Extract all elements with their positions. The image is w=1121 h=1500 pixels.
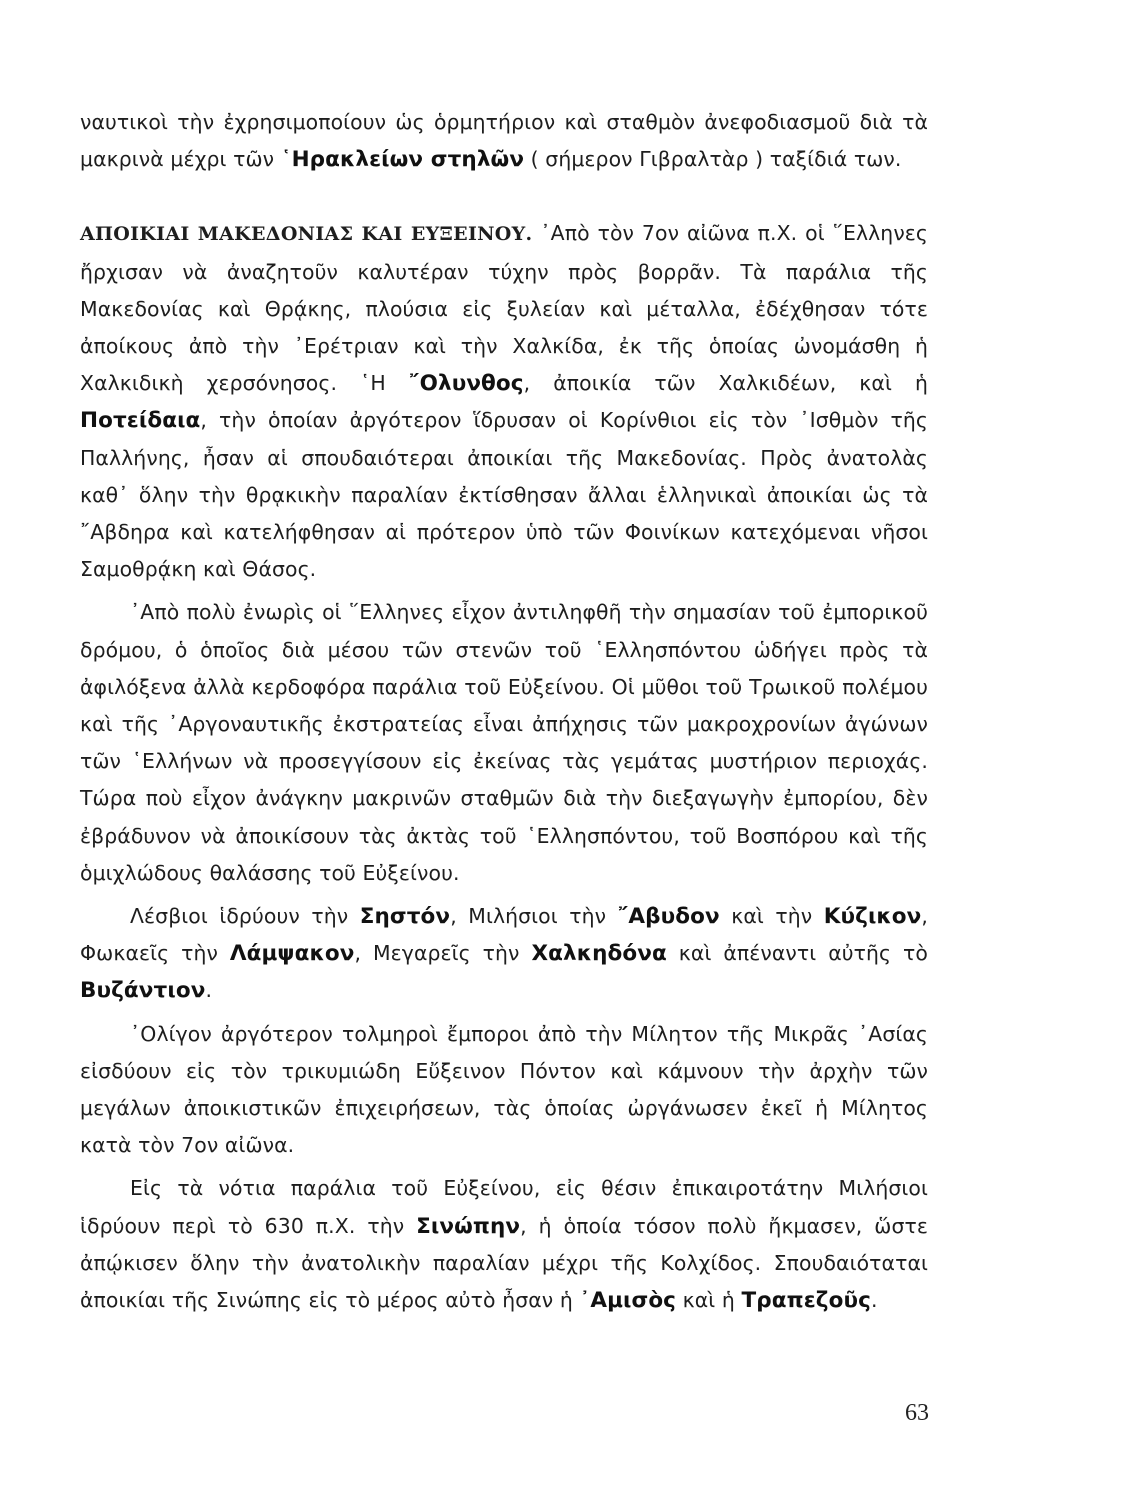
text-span: , ἀποικία τῶν Χαλκιδέων, καὶ ἡ bbox=[523, 371, 928, 396]
place-name: Χαλκηδόνα bbox=[531, 941, 667, 967]
place-name: ῎Αβυδον bbox=[617, 904, 720, 930]
text-span: . bbox=[205, 978, 213, 1003]
text-span: , Φωκαεῖς τὴν bbox=[80, 904, 929, 966]
paragraph-miletus: ᾿Ολίγον ἀργότερον τολμηροὶ ἔμποροι ἀπὸ τὴν Μίλητον τῆς Μικρᾶς ᾿Ασίας εἰσδύουν εἰς τὸν τρικυμιώδη Εὔξεινον Πόντον καὶ κάμνουν τὴν ἀρχὴν τῶν μεγάλων ἀποικιστικῶν ἐπιχειρήσεων, τὰς ὁποίας ὠργάνωσεν ἐκεῖ ἡ Μίλητος κατὰ τὸν 7ον αἰῶνα. bbox=[80, 1021, 928, 1158]
text-span: , ἡ ὁποία τόσον πολὺ ἤκμασεν, ὥστε ἀπῴκισεν ὅλην τὴν ἀνατολικὴν παραλίαν μέχρι τῆς Κολχίδος. Σπουδαιόταται ἀποικίαι τῆς Σινώπης εἰς τὸ μέρος αὐτὸ ἦσαν ἡ bbox=[80, 1213, 928, 1313]
place-name: Σηστόν bbox=[359, 904, 451, 930]
place-name: Τραπεζοῦς bbox=[741, 1288, 871, 1314]
text-span: ( σήμερον Γιβραλτὰρ ) ταξίδιά των. bbox=[524, 147, 902, 172]
text-span: , Μιλήσιοι τὴν bbox=[450, 904, 618, 929]
section-heading: ΑΠΟΙΚΙΑΙ ΜΑΚΕΔΟΝΙΑΣ ΚΑΙ ΕΥΞΕΙΝΟΥ. bbox=[80, 223, 533, 246]
place-name: Βυζάντιον bbox=[80, 978, 206, 1004]
paragraph-heracles-pillars bbox=[80, 104, 928, 178]
text-span: καὶ τὴν bbox=[719, 904, 824, 929]
paragraph-hellespont-colonies bbox=[80, 898, 928, 1010]
page-number: 63 bbox=[905, 1400, 929, 1426]
text-span: ᾿Απὸ τὸν 7ον αἰῶνα π.Χ. οἱ ῞Ελληνες ἤρχισαν νὰ ἀναζητοῦν καλυτέραν τύχην πρὸς βορρᾶν. Τὰ παράλια τῆς Μακεδονίας καὶ Θρᾴκης, πλούσια εἰς ξυλείαν καὶ μέταλλα, ἐδέχθησαν τότε ἀποίκους ἀπὸ τὴν ᾿Ερέτριαν καὶ τὴν Χαλκίδα, ἐκ τῆς ὁποίας ὠνομάσθη ἡ Χαλκιδικὴ χερσόνησος. ῾Η bbox=[80, 221, 928, 396]
place-name: Κύζικον bbox=[823, 904, 922, 930]
text-span: . bbox=[870, 1288, 878, 1313]
place-name: ᾿Αμισὸς bbox=[579, 1288, 677, 1314]
text-span: ναυτικοὶ τὴν ἐχρησιμοποίουν ὡς ὁρμητήριον καὶ σταθμὸν ἀνεφοδιασμοῦ διὰ τὰ μακρινὰ μέχρι τῶν bbox=[80, 110, 928, 172]
place-name: Ποτείδαια bbox=[80, 408, 201, 434]
paragraph-sinope bbox=[80, 1170, 928, 1319]
text-span: Λέσβιοι ἱδρύουν τὴν bbox=[130, 904, 360, 929]
place-name: Λάμψακον bbox=[229, 941, 355, 967]
paragraph-macedonia-colonies bbox=[80, 215, 928, 588]
place-name: ῎Ολυνθος bbox=[408, 371, 524, 397]
text-span: , Μεγαρεῖς τὴν bbox=[354, 941, 532, 966]
text-span: , τὴν ὁποίαν ἀργότερον ἵδρυσαν οἱ Κορίνθιοι εἰς τὸν ᾿Ισθμὸν τῆς Παλλήνης, ἦσαν αἱ σπουδαιότεραι ἀποικίαι τῆς Μακεδονίας. Πρὸς ἀνατολὰς καθ᾿ ὅλην τὴν θρᾳκικὴν παραλίαν ἐκτίσθησαν ἄλλαι ἑλληνικαὶ ἀποικίαι ὡς τὰ ῎Αβδηρα καὶ κατελήφθησαν αἱ πρότερον ὑπὸ τῶν Φοινίκων κατεχόμεναι νῆσοι Σαμοθρᾴκη καὶ Θάσος. bbox=[80, 408, 928, 582]
text-span: Εἰς τὰ νότια παράλια τοῦ Εὐξείνου, εἰς θέσιν ἐπικαιροτάτην Μιλήσιοι ἱδρύουν περὶ τὸ 630 π.Χ. τὴν bbox=[80, 1176, 928, 1238]
text-span: καὶ ἀπέναντι αὐτῆς τὸ bbox=[666, 941, 928, 966]
page-body bbox=[80, 104, 928, 1319]
place-name: Σινώπην bbox=[416, 1213, 521, 1239]
text-span: καὶ ἡ bbox=[676, 1288, 742, 1313]
place-name: ῾Ηρακλείων στηλῶν bbox=[280, 147, 525, 173]
paragraph-trade-route: ᾿Απὸ πολὺ ἐνωρὶς οἱ ῞Ελληνες εἶχον ἀντιληφθῆ τὴν σημασίαν τοῦ ἐμπορικοῦ δρόμου, ὁ ὁποῖος διὰ μέσου τῶν στενῶν τοῦ ῾Ελλησπόντου ὡδήγει πρὸς τὰ ἀφιλόξενα ἀλλὰ κερδοφόρα παράλια τοῦ Εὐξείνου. Οἱ μῦθοι τοῦ Τρωικοῦ πολέμου καὶ τῆς ᾿Αργοναυτικῆς ἐκστρατείας εἶναι ἀπήχησις τῶν μακροχρονίων ἀγώνων τῶν ῾Ελλήνων νὰ προσεγγίσουν εἰς ἐκείνας τὰς γεμάτας μυστήριον περιοχάς. Τώρα ποὺ εἶχον ἀνάγκην μακρινῶν σταθμῶν διὰ τὴν διεξαγωγὴν ἐμπορίου, δὲν ἐβράδυνον νὰ ἀποικίσουν τὰς ἀκτὰς τοῦ ῾Ελλησπόντου, τοῦ Βοσπόρου καὶ τῆς ὁμιχλώδους θαλάσσης τοῦ Εὐξείνου. bbox=[80, 600, 928, 885]
